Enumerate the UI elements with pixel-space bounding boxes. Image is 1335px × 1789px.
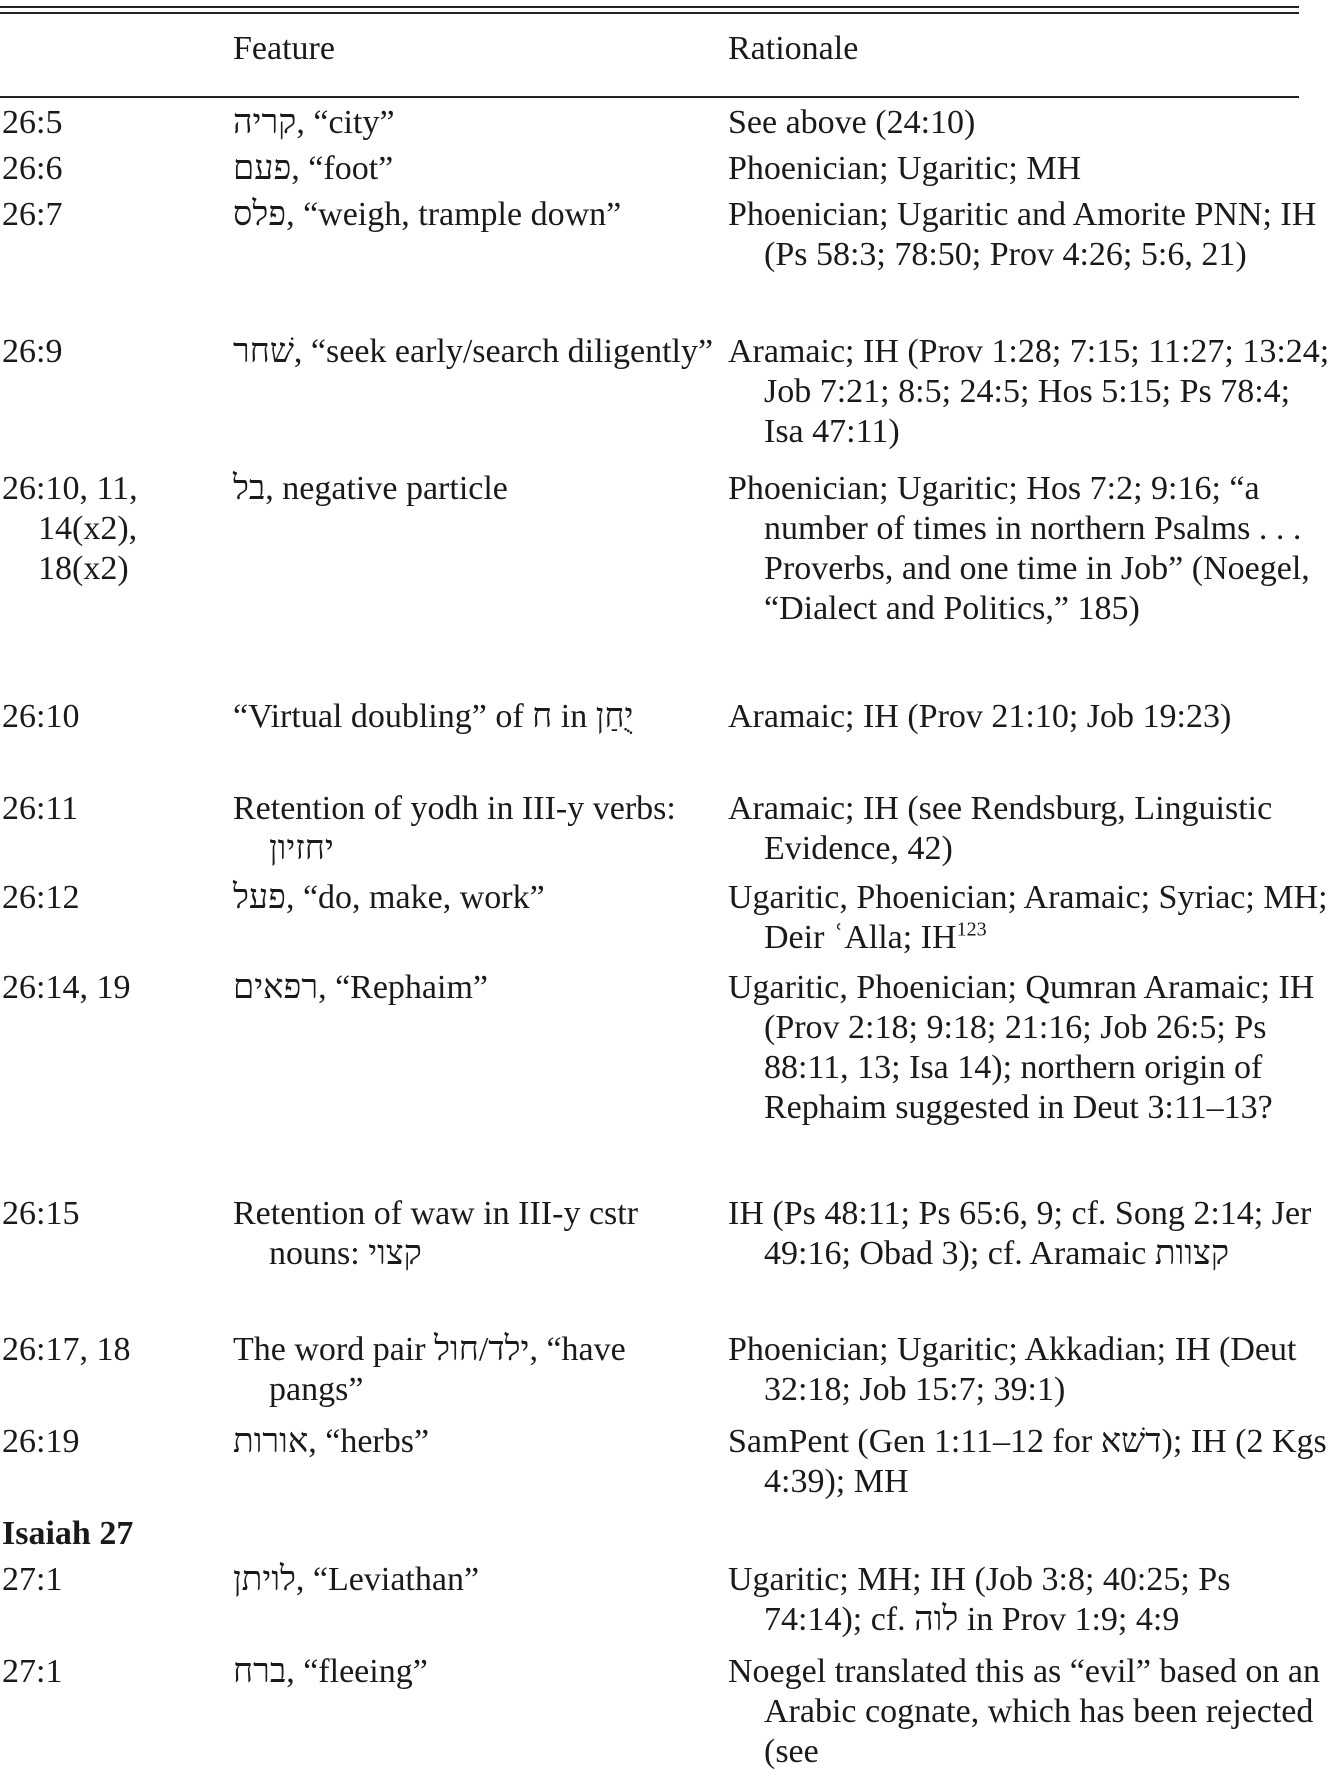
verse-ref: 26:19 (2, 1423, 80, 1460)
feature-cell: פעל, “do, make, work” (233, 879, 545, 916)
col-header-feature: Feature (233, 30, 335, 67)
rationale-cell: Phoenician; Ugaritic; MH (728, 150, 1082, 187)
table-header-rule (0, 96, 1299, 98)
rationale-cell: Phoenician; Ugaritic; Hos 7:2; 9:16; “a number of times in northern Psalms . . . Proverbs, and one time in Job” (Noegel, “Dialect and Politics,” 185) (728, 470, 1310, 627)
rationale-cell: Aramaic; IH (Prov 1:28; 7:15; 11:27; 13:24; Job 7:21; 8:5; 24:5; Hos 5:15; Ps 78:4; Isa 47:11) (728, 333, 1330, 450)
verse-ref: 26:14, 19 (2, 969, 131, 1006)
verse-ref: 26:12 (2, 879, 80, 916)
feature-cell: Retention of yodh in III-y verbs: יחזיון (233, 790, 676, 867)
verse-ref: 26:10 (2, 698, 80, 735)
rationale-cell: See above (24:10) (728, 104, 976, 141)
feature-cell: בל, negative particle (233, 470, 508, 507)
rationale-cell: Aramaic; IH (Prov 21:10; Job 19:23) (728, 698, 1232, 735)
rationale-cell: Noegel translated this as “evil” based on an Arabic cognate, which has been rejected (see (728, 1653, 1320, 1770)
feature-cell: לויתן, “Leviathan” (233, 1561, 480, 1598)
rationale-cell: Ugaritic, Phoenician; Aramaic; Syriac; MH; Deir ʿAlla; IH$^{123}$ (728, 879, 1328, 956)
feature-cell: The word pair ילד/חול, “have pangs” (233, 1331, 626, 1408)
col-header-rationale: Rationale (728, 30, 859, 67)
feature-cell: שׁחר, “seek early/search diligently” (233, 333, 714, 370)
rationale-cell: Ugaritic, Phoenician; Qumran Aramaic; IH (Prov 2:18; 9:18; 21:16; Job 26:5; Ps 88:11, 13; Isa 14); northern origin of Rephaim suggested in Deut 3:11–13? (728, 969, 1315, 1126)
feature-cell: קריה, “city” (233, 104, 395, 141)
verse-ref: 27:1 (2, 1653, 63, 1690)
verse-ref: 26:10, 11, 14(x2), 18(x2) (2, 470, 138, 587)
feature-cell: פלס, “weigh, trample down” (233, 196, 622, 233)
rationale-cell: Phoenician; Ugaritic; Akkadian; IH (Deut 32:18; Job 15:7; 39:1) (728, 1331, 1297, 1408)
table-top-rule-2 (0, 12, 1299, 14)
feature-cell: Retention of waw in III-y cstr nouns: קצוי (233, 1195, 639, 1272)
rationale-cell: Aramaic; IH (see Rendsburg, Linguistic Evidence, 42) (728, 790, 1273, 867)
rationale-cell: Phoenician; Ugaritic and Amorite PNN; IH (Ps 58:3; 78:50; Prov 4:26; 5:6, 21) (728, 196, 1317, 273)
verse-ref: 26:17, 18 (2, 1331, 131, 1368)
feature-cell: אורות, “herbs” (233, 1423, 430, 1460)
verse-ref: 26:5 (2, 104, 63, 141)
verse-ref: 26:6 (2, 150, 63, 187)
feature-cell: רפאים, “Rephaim” (233, 969, 488, 1006)
feature-cell: פעם, “foot” (233, 150, 394, 187)
feature-cell: “Virtual doubling” of ח in יֻחַן (233, 698, 634, 735)
verse-ref: 26:9 (2, 333, 63, 370)
footnote-marker: 123 (956, 918, 987, 941)
table-top-rule-1 (0, 6, 1299, 8)
verse-ref: 26:7 (2, 196, 63, 233)
feature-cell: ברח, “fleeing” (233, 1653, 428, 1690)
rationale-cell: IH (Ps 48:11; Ps 65:6, 9; cf. Song 2:14; Jer 49:16; Obad 3); cf. Aramaic קצוות (728, 1195, 1312, 1272)
rationale-cell: Ugaritic; MH; IH (Job 3:8; 40:25; Ps 74:14); cf. לוה in Prov 1:9; 4:9 (728, 1561, 1231, 1638)
verse-ref: 26:15 (2, 1195, 80, 1232)
rationale-cell: SamPent (Gen 1:11–12 for דשׁא); IH (2 Kgs 4:39); MH (728, 1423, 1327, 1500)
verse-ref: 27:1 (2, 1561, 63, 1598)
verse-ref: 26:11 (2, 790, 79, 827)
